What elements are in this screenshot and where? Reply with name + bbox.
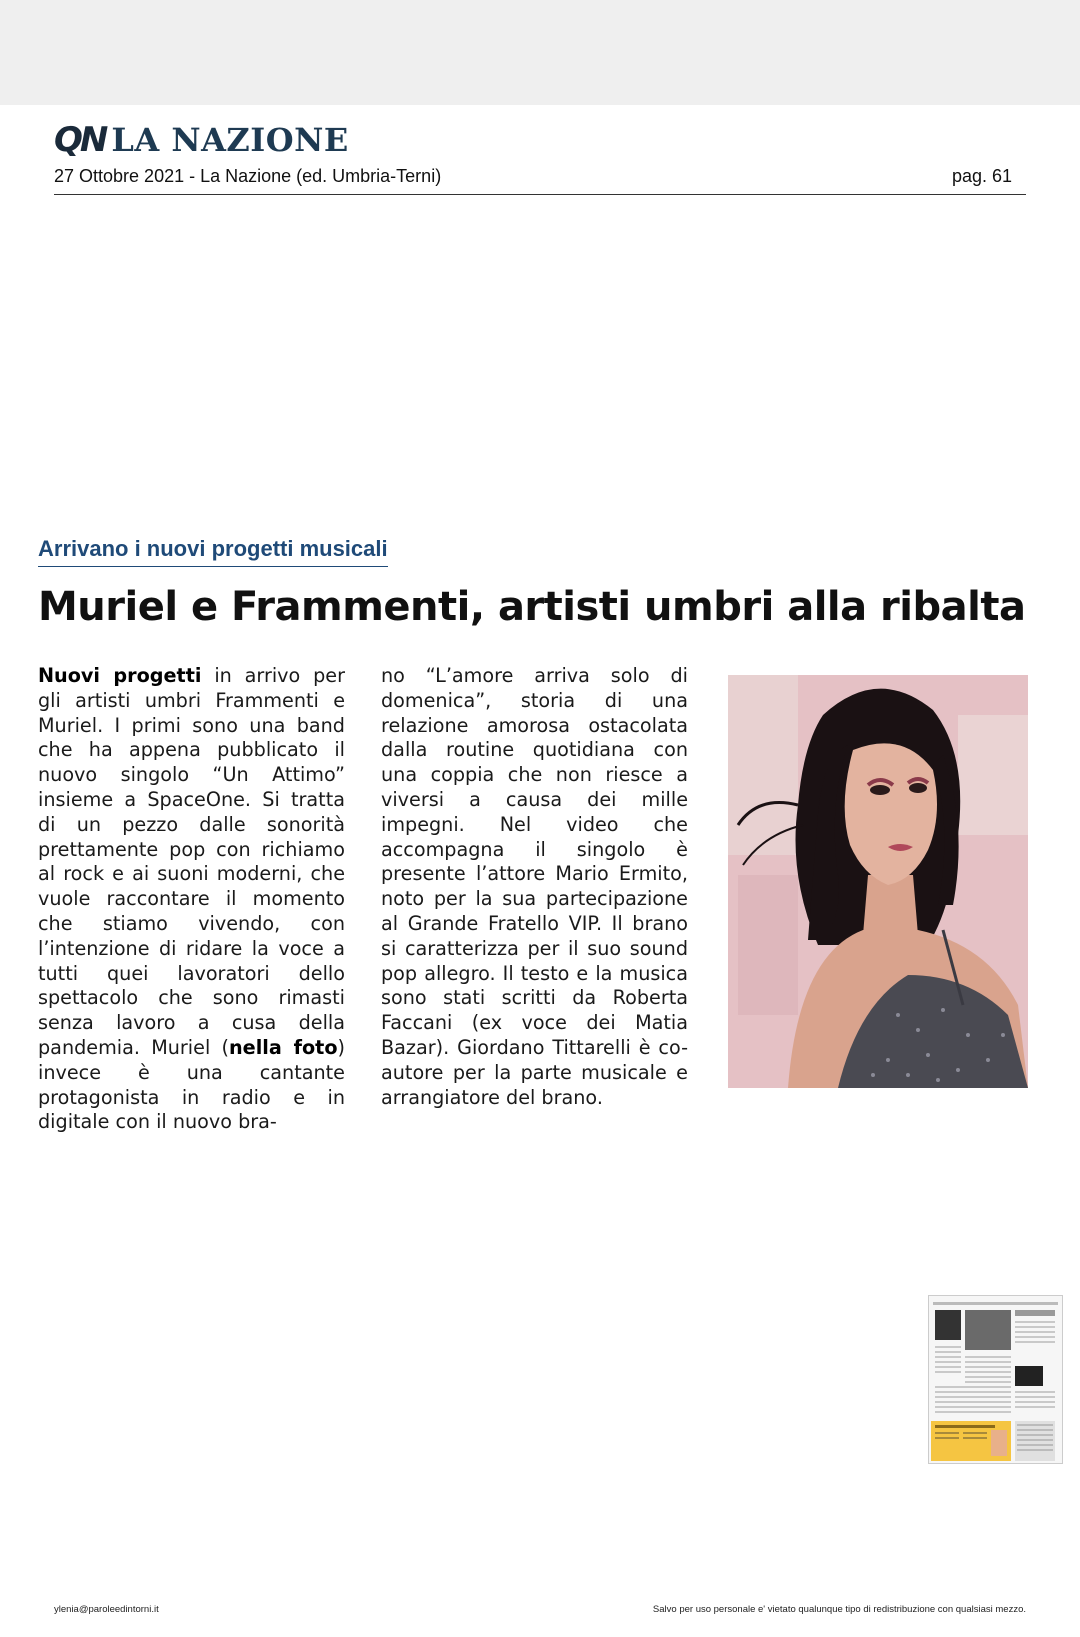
article-kicker: Arrivano i nuovi progetti musicali — [38, 536, 388, 567]
page-number: pag. 61 — [951, 166, 1012, 186]
page-thumbnail — [928, 1295, 1063, 1464]
col1-text-b: ) invece è una cantante protagonista in radio e in digitale con il nuovo bra- — [38, 1035, 346, 1134]
dateline: 27 Ottobre 2021 - La Nazione (ed. Umbria-Terni) — [54, 166, 442, 186]
qn-logo: QN — [54, 120, 106, 160]
col1-text-a: in arrivo per gli artisti umbri Frammenti e Muriel. I primi sono una band che ha appena pubblicato il nuovo singolo “Un Attimo” insieme a SpaceOne. Si tratta di un pezzo dalle sonorità prettamente pop con richiamo al rock e ai suoni moderni, che vuole raccontare il momento che stiamo vivendo, con l’intenzione di ridare la voce a tutti quei lavoratori dello spettacolo che sono rimasti senza lavoro a cusa della pandemia. Muriel ( — [38, 664, 345, 1059]
page-thumbnail-graphic — [929, 1296, 1062, 1463]
footer-disclaimer: Salvo per uso personale e' vietato qualunque tipo di redistribuzione con qualsiasi mezzo. — [652, 1604, 1026, 1615]
artist-photo — [728, 675, 1028, 1088]
article-column-2 — [381, 664, 688, 1110]
article-column-1 — [38, 664, 345, 1135]
lead-bold: Nuovi progetti — [38, 664, 202, 687]
top-gray-bar — [0, 0, 1080, 105]
header-rule — [54, 194, 1026, 195]
col2-text: no “L’amore arriva solo di domenica”, storia di una relazione amorosa ostacolata dalla routine quotidiana con una coppia che non riesce a viversi a causa dei mille impegni. Nel video che accompagna il singolo è presente l’attore Mario Ermito, noto per la sua partecipazione al Grande Fratello VIP. Il brano si caratterizza per il suo sound pop allegro. Il testo e la musica sono stati scritti da Roberta Faccani (ex voce dei Matia Bazar). Giordano Tittarelli è co-autore per la parte musicale e arrangiatore del brano. — [381, 664, 688, 1109]
newspaper-name: LA NAZIONE — [111, 121, 349, 159]
portrait-illustration — [728, 675, 1028, 1088]
masthead — [54, 120, 349, 160]
photo-reference: nella foto — [229, 1035, 338, 1059]
article-headline: Muriel e Frammenti, artisti umbri alla ribalta — [38, 584, 1026, 630]
footer-email: ylenia@paroleedintorni.it — [54, 1604, 159, 1615]
